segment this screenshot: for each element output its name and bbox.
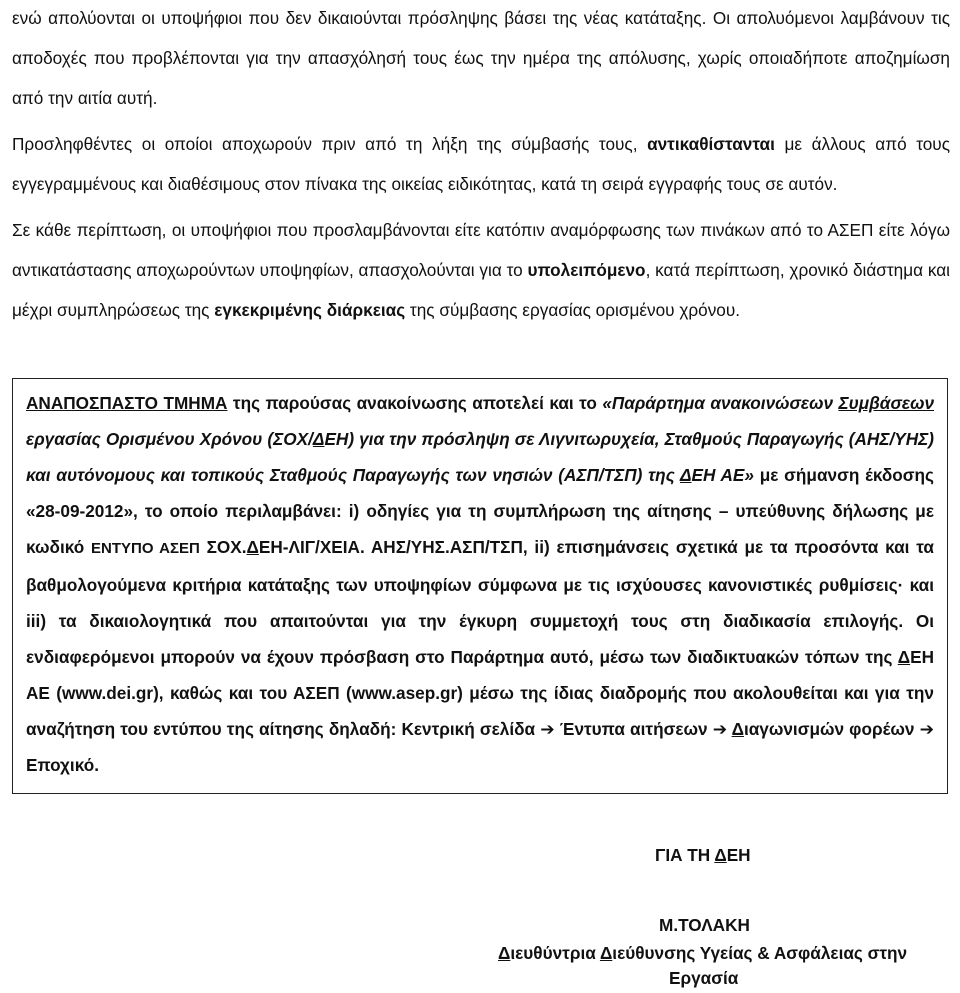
- signatory-title-continued: Εργασία: [669, 968, 739, 988]
- annex-notice-text: ΑΝΑΠΟΣΠΑΣΤΟ ΤΜΗΜΑ της παρούσας ανακοίνωσης αποτελεί και το «Παράρτημα ανακοινώσεων Συμβάσεων εργασίας Ορισμένου Χρόνου (ΣΟΧ/ΔΕΗ) για την πρόσληψη σε Λιγνιτωρυχεία, Σταθμούς Παραγωγής (ΑΗΣ/ΥΗΣ) και αυτόνομους και τοπικούς Σταθμούς Παραγωγής των νησιών (ΑΣΠ/ΤΣΠ) της ΔΕΗ ΑΕ» με σήμανση έκδοσης «28-09-2012», το οποίο περιλαμβάνει: i) οδηγίες για τη συμπλήρωση της αίτησης – υπεύθυνης δήλωσης με κωδικό ΕΝΤΥΠΟ ΑΣΕΠ ΣΟΧ.ΔΕΗ-ΛΙΓ/ΧΕΙΑ. ΑΗΣ/ΥΗΣ.ΑΣΠ/ΤΣΠ, ii) επισημάνσεις σχετικά με τα προσόντα και τα βαθμολογούμενα κριτήρια κατάταξης των υποψηφίων σύμφωνα με τις ισχύουσες κανονιστικές ρυθμίσεις· και iii) τα δικαιολογητικά που απαιτούνται για την έγκυρη συμμετοχή τους στη διαδικασία επιλογής. Οι ενδιαφερόμενοι μπορούν να έχουν πρόσβαση στο Παράρτημα αυτό, μέσω των διαδικτυακών τόπων της ΔΕΗ ΑΕ (www.dei.gr), καθώς και του ΑΣΕΠ (www.asep.gr) μέσω της ίδιας διαδρομής που ακολουθείται και για την αναζήτηση του εντύπου της αίτησης δηλαδή: Κεντρική σελίδα ➔ Έντυπα αιτήσεων ➔ Διαγωνισμών φορέων ➔ Εποχικό.: [26, 393, 934, 775]
- signatory-title: Διευθύντρια Διεύθυνσης Υγείας & Ασφάλειας στην: [498, 943, 908, 963]
- signatory-name: Μ.ΤΟΛΑΚΗ: [659, 915, 750, 935]
- document-page: [12, 0, 951, 775]
- emphasis-replaced: αντικαθίστανται: [647, 134, 775, 154]
- arrow-right-icon: ➔: [540, 719, 555, 739]
- signature-organization: ΓΙΑ ΤΗ ΔΕΗ: [655, 845, 751, 865]
- arrow-right-icon: ➔: [712, 719, 728, 739]
- paragraph-replacement: Προσληφθέντες οι οποίοι αποχωρούν πριν από τη λήξη της σύμβασής τους, αντικαθίστανται με άλλους από τους εγγεγραμμένους και διαθέσιμους στον πίνακα της οικείας ειδικότητας, κατά τη σειρά εγγραφής τους σε αυτόν.: [12, 134, 950, 194]
- paragraph-duration: Σε κάθε περίπτωση, οι υποψήφιοι που προσλαμβάνονται είτε κατόπιν αναμόρφωσης των πινάκων από το ΑΣΕΠ είτε λόγω αντικατάστασης αποχωρούντων υποψηφίων, απασχολούνται για το υπολειπόμενο, κατά περίπτωση, χρονικό διάστημα και μέχρι συμπληρώσεως της εγκεκριμένης διάρκειας της σύμβασης εργασίας ορισμένου χρόνου.: [12, 220, 951, 320]
- arrow-right-icon: ➔: [919, 719, 934, 739]
- annex-heading: ΑΝΑΠΟΣΠΑΣΤΟ ΤΜΗΜΑ: [26, 393, 228, 413]
- annex-notice-box: [12, 378, 948, 794]
- emphasis-remaining: υπολειπόμενο: [527, 260, 646, 280]
- paragraph-dismissal: ενώ απολύονται οι υποψήφιοι που δεν δικαιούνται πρόσληψης βάσει της νέας κατάταξης. Οι απολυόμενοι λαμβάνουν τις αποδοχές που προβλέπονται για την απασχόλησή τους έως την ημέρα της απόλυσης, χωρίς οποιαδήποτε αποζημίωση από την αιτία αυτή.: [12, 8, 950, 108]
- emphasis-approved-duration: εγκεκριμένης διάρκειας: [214, 300, 406, 320]
